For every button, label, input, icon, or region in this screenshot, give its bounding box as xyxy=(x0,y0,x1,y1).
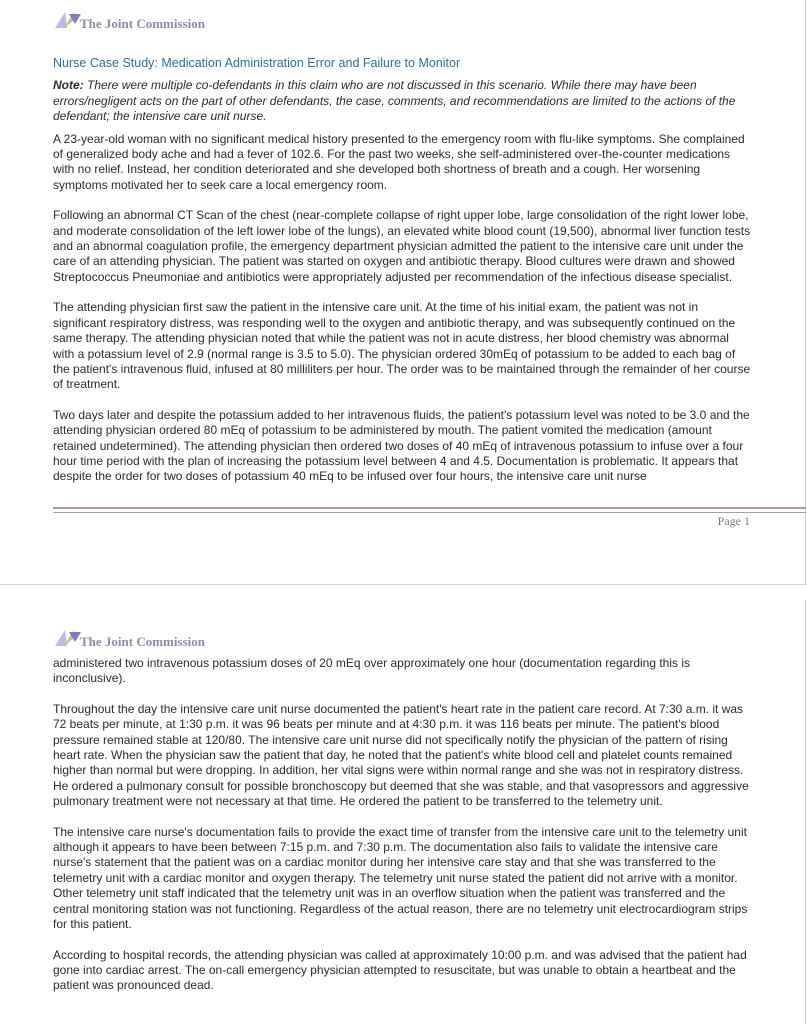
paragraph: The intensive care nurse's documentation fails to provide the exact time of transfer from the intensive care unit to the telemetry unit although it appears to have been between 7:15 p.m. and 7:30 p.m. The documentation also fails to validate the intensive care nurse's statement that the patient was on a cardiac monitor during her intensive care stay and that she was transferred to the telemetry unit with a cardiac monitor and oxygen therapy. The telemetry unit nurse stated the patient did not arrive with a monitor. Other telemetry unit staff indicated that the telemetry unit was in an overflow situation when the patient was transferred and the central monitoring station was not functioning. Regardless of the actual reason, there are no telemetry unit electrocardiogram strips for this patient. xyxy=(53,824,748,932)
page-gap xyxy=(0,584,807,600)
page-number: Page 1 xyxy=(717,514,750,528)
joint-commission-logo xyxy=(55,8,205,30)
joint-commission-logo-icon xyxy=(55,626,83,648)
logo-text: The Joint Commission xyxy=(80,16,205,31)
note-label: Note: xyxy=(53,78,84,93)
note-text: There were multiple co-defendants in this claim who are not discussed in this scenario. While there may have been errors/negligent acts on the part of other defendants, the case, comments, and recommendations are limited to the actions of the defendant; the intensive care unit nurse. xyxy=(53,78,736,124)
note-paragraph xyxy=(53,78,753,124)
paragraph: Throughout the day the intensive care unit nurse documented the patient's heart rate in the patient care record. At 7:30 a.m. it was 72 beats per minute, at 1:30 p.m. it was 96 beats per minute and at 4:30 p.m. it was 116 beats per minute. The patient's blood pressure remained stable at 120/80. The intensive care unit nurse did not specifically notify the physician of the pattern of rising heart rate. When the physician saw the patient that day, he noted that the patient's white blood cell and platelet counts remained higher than normal but were dropping. In addition, her vital signs were within normal range and she was not in respiratory distress. He ordered a pulmonary consult for possible bronchoscopy but deemed that she was stable, and that vasopressors and aggressive pulmonary treatment were not necessary at that time. He ordered the patient to be transferred to the telemetry unit. xyxy=(53,701,749,809)
footer-rule-thin xyxy=(53,512,806,513)
joint-commission-logo xyxy=(55,626,205,648)
case-study-title: Nurse Case Study: Medication Administration Error and Failure to Monitor xyxy=(53,56,461,70)
paragraph: A 23-year-old woman with no significant medical history presented to the emergency room with flu-like symptoms. She complained of generalized body ache and had a fever of 102.6. For the past two weeks, she self-administered over-the-counter medications with no relief. Instead, her condition deteriorated and she developed both shortness of breath and a cough. Her worsening symptoms motivated her to seek care a local emergency room. xyxy=(53,131,745,192)
paragraph: According to hospital records, the attending physician was called at approximately 10:00 p.m. and was advised that the patient had gone into cardiac arrest. The on-call emergency physician attempted to resuscitate, but was unable to obtain a heartbeat and the patient was pronounced dead. xyxy=(53,947,747,993)
page-2-content xyxy=(53,656,753,994)
logo-text: The Joint Commission xyxy=(80,634,205,649)
footer-rule xyxy=(53,507,806,509)
document-page-2 xyxy=(0,600,806,1024)
paragraph: Following an abnormal CT Scan of the chest (near-complete collapse of right upper lobe, large consolidation of the right lower lobe, and moderate consolidation of the left lower lobe of the lungs), an elevated white blood count (19,500), abnormal liver function tests and an abnormal coagulation profile, the emergency department physician admitted the patient to the intensive care unit under the care of an attending physician. The patient was started on oxygen and antibiotic therapy. Blood cultures were drawn and showed Streptococcus Pneumoniae and antibiotics were appropriately adjusted per recommendation of the infectious disease specialist. xyxy=(53,208,751,284)
paragraph: The attending physician first saw the patient in the intensive care unit. At the time of his initial exam, the patient was not in significant respiratory distress, was responding well to the oxygen and antibiotic therapy, and was subsequently continued on the same therapy. The attending physician noted that while the patient was not in acute distress, her blood chemistry was abnormal with a potassium level of 2.9 (normal range is 3.5 to 5.0). The physician ordered 30mEq of potassium to be added to each bag of the patient's intravenous fluid, infused at 80 milliliters per hour. The order was to be maintained through the remainder of her course of treatment. xyxy=(53,300,751,392)
paragraph: Two days later and despite the potassium added to her intravenous fluids, the patient's potassium level was noted to be 3.0 and the attending physician ordered 80 mEq of potassium to be administered by mouth. The patient vomited the medication (amount retained undetermined). The attending physician then ordered two doses of 40 mEq of intravenous potassium to infuse over a four hour time period with the plan of increasing the potassium level between 4 and 4.5. Documentation is problematic. It appears that despite the order for two doses of potassium 40 mEq to be infused over four hours, the intensive care unit nurse xyxy=(53,407,750,484)
paragraph: administered two intravenous potassium doses of 20 mEq over approximately one hour (documentation regarding this is inconclusive). xyxy=(53,656,691,686)
joint-commission-logo-icon xyxy=(55,8,83,30)
page-1-content xyxy=(53,56,753,485)
